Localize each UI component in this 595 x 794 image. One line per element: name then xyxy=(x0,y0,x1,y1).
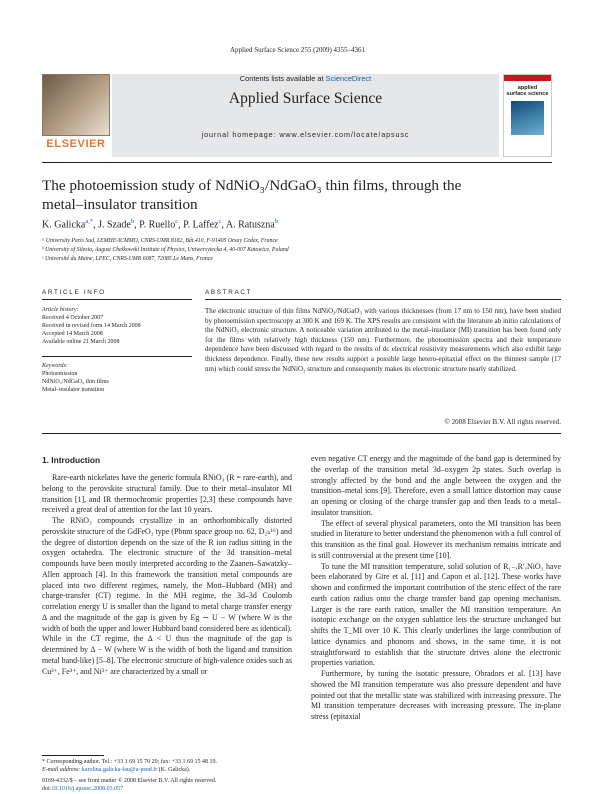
journal-title: Applied Surface Science xyxy=(228,90,383,107)
sciencedirect-link[interactable]: ScienceDirect xyxy=(325,74,372,83)
info-rule xyxy=(42,299,192,300)
author: P. Laffez xyxy=(183,219,219,231)
contents-prefix: Contents lists available at xyxy=(239,74,324,83)
footnote: * Corresponding author. Tel.: +33 1 69 15 70 20; fax: +33 1 69 15 48 19. E-mail address: karolina.galicka-fau@u-psud.fr (K. Galicka). xyxy=(42,759,218,773)
paragraph: Rare-earth nickelates have the generic formula RNiO₃ (R = rare-earth), and belong to the perovskite structural family. Due to their metal–insulator MI transition [1], and IR thermochromic properties [2,3] these compounds have received a great deal of attention for the last 10 years. xyxy=(42,473,292,515)
affiliation: ᶜ Université du Maine, LPEC, CNRS-UMR 6087, 72085 Le Mans, France xyxy=(42,256,213,262)
publisher-name: ELSEVIER xyxy=(46,138,106,150)
paragraph: even negative CT energy and the magnitude of the band gap is determined by the overlap of the transition metal 3d–oxygen 2p states. Such overlap is strongly affected by the bond and the angle between the oxygen and the transition–metal ions [9]. Therefore, even a small lattice distortion may cause an opening or closing of the charge transfer gap and then leads to a metal–insulator transition. xyxy=(311,454,561,517)
paragraph: To tune the MI transition temperature, solid solution of R₁₋ₓR′ₓNiO₃ have been elaborated by Gire et al. [11] and Capon et al. [12]. These works have shown and confirmed the important contribution of the steric effect of the rare earth cation radius onto the charge transfer band gap opening mechanism. Larger is the rare earth cation, smaller the MI transition temperature. An isotopic exchange on the oxygen sublattice lets the structure unchanged but shifts the T_MI over 10 K. This clearly underlines the large contribution of lattice dynamics and phonons and shows, in the same time, it is not straightforward to establish that the structure drives alone the electronic properties variation. xyxy=(311,561,561,668)
paragraph: Furthermore, by tuning the isotatic pressure, Obradors et al. [13] have showed the MI transition temperature was also pressure dependent and have pointed out that the metallic state was stabilized with increasing pressure. The MI transition temperature decreases with increasing pressure. The in-plane stress (epitaxial xyxy=(311,669,561,721)
contents-line xyxy=(112,74,499,83)
header-rule xyxy=(42,162,552,163)
author-list: K. Galicka$^{a,*}$, J. Szade$^b$, P. Ruello$^c$, P. Laffez$^c$, A. Ratuszna$^b$ xyxy=(42,218,278,231)
column-right xyxy=(311,454,561,723)
paragraph: The RNiO₃ compounds crystallize in an orthorhombically distorted perovskite structure of the GdFeO₃ type (Pbnm space group no. 62, D₂ₕ¹⁶) and the degree of distortion depends on the size of the R ion radius sitting in the oxygen octahedra. The electronic structure of the 3d transition–metal compounds have been mostly interpreted according to the Zaanen–Sawatzky–Allen approach [4]. In this framework the transition metal compounds are placed into two different regimes, namely, the Mott–Hubbard (MH) and charge-transfer (CT) regime. In the MH regime, the 3d–3d Coulomb correlation energy U is smaller than the ligand to metal charge transfer energy Δ and the magnitude of the gap is given by Eg ∼ U − W (where W is the width of both the upper and lower Hubbard band considered here as identical). While in the CT regime, the Δ < U thus the magnitude of the gap is determined by Δ − W (where W is the width of both the ligand and transition metal band-like) [5–8]. The electronic structure of high-valence oxides such as Cu³⁺, Fe³⁺, and Ni³⁺ are characterized by a small or xyxy=(42,516,293,676)
author: K. Galicka xyxy=(42,219,86,231)
journal-homepage[interactable]: journal homepage: www.elsevier.com/locate/apsusc xyxy=(201,130,410,139)
journal-banner xyxy=(112,74,499,157)
abstract-end-rule xyxy=(42,433,561,434)
paragraph: The effect of several physical parameters, onto the MI transition has been studied in literature to better understand the phenomenon with a full control of this transition as the final goal. However its mechanism remains intricate and is still controversial at the present time [10]. xyxy=(311,518,561,560)
column-left xyxy=(42,473,292,677)
article-history: Article history: Received 4 October 2007 Received in revised form 14 March 2008 Accepted 14 March 2008 Available online 21 March 2008 xyxy=(42,307,141,345)
affiliation: ᵇ University of Silesia, August Chełkowski Institute of Physics, Uniwersytecka 4, 40-007 Katowice, Poland xyxy=(42,247,289,253)
copyright: © 2008 Elsevier B.V. All rights reserved. xyxy=(444,418,561,426)
front-matter: 0169-4332/$ – see front matter © 2008 Elsevier B.V. All rights reserved. doi:10.1016/j.apsusc.2008.03.057 xyxy=(42,778,217,792)
cover-image xyxy=(511,101,544,135)
abstract-text: The electronic structure of thin films NdNiO₃/NdGaO₃ with various thicknesses (from 17 nm to 150 nm), have been studied by photoemission spectroscopy at 300 K and 169 K. The XPS results are consistent with the literature ab initio calculations of the NdNiO₃ electronic structure. A noticeable variation attributed to the metal–insulator (MI) transition has been found only for the films with relatively high thickness (150 nm). Furthermore, the photoemission spectra and their temperature dependence have been discussed with regard to the results of dc electrical resistivity measurements which also exhibit large thickness dependence. Finally, these new results support a possible large hetero-epitaxial effect on the thinnest sample (17 nm) which could stress the NdNiO₃ structure and consequently makes its electronic structure nearly stabilized. xyxy=(205,307,561,373)
cover-title: applied surface science xyxy=(506,85,549,97)
footnote-rule xyxy=(42,755,104,756)
doi-link[interactable]: 10.1016/j.apsusc.2008.03.057 xyxy=(51,786,124,792)
author: A. Ratuszna xyxy=(225,219,275,231)
author: P. Ruello xyxy=(139,219,176,231)
elsevier-logo xyxy=(42,74,110,154)
elsevier-tree-icon xyxy=(42,74,110,136)
abstract-rule xyxy=(205,299,561,300)
article-info-heading: ARTICLE INFO xyxy=(42,289,106,296)
info-divider xyxy=(42,356,192,357)
section-heading: 1. Introduction xyxy=(42,455,101,465)
author: J. Szade xyxy=(98,219,131,231)
journal-reference: Applied Surface Science 255 (2009) 4355–4361 xyxy=(229,46,366,54)
email-link[interactable]: karolina.galicka-fau@u-psud.fr xyxy=(81,767,158,773)
article-title: The photoemission study of NdNiO₃/NdGaO₃ thin films, through the metal–insulator transition xyxy=(42,177,462,213)
journal-cover xyxy=(503,74,552,157)
affiliation: ᵃ University Paris Sud, LEMHE-ICMMO, CNRS-UMR 8182, Bât.410, F-91405 Orsay Cedex, France xyxy=(42,238,278,244)
abstract-heading: ABSTRACT xyxy=(205,289,253,296)
cover-band xyxy=(504,75,551,81)
keywords: Keywords: Photoemission NdNiO₃/NdGaO₃ thin films Metal–insulator transition xyxy=(42,363,109,393)
